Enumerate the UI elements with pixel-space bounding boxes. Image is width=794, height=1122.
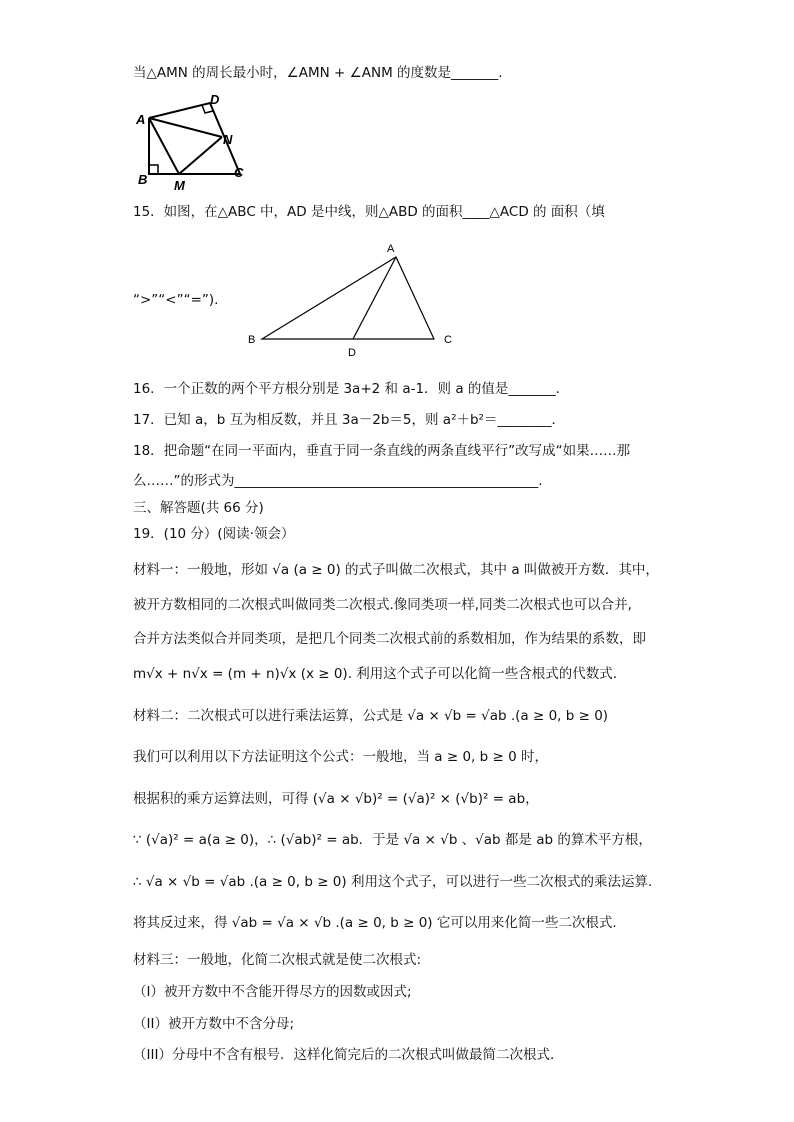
question-16-text: 16．一个正数的两个平方根分别是 3a+2 和 a-1．则 a 的值是_______．	[133, 381, 570, 397]
material-1-line-4: m√x + n√x = (m + n)√x (x ≥ 0). 利用这个式子可以化简一些含根式的代数式.	[133, 666, 618, 682]
median-ad	[353, 257, 396, 339]
label-c: C	[444, 334, 452, 346]
material-3-item-1: （I）被开方数中不含能开得尽方的因数或因式;	[133, 984, 412, 1000]
material-3-line-1: 材料三：一般地，化简二次根式就是使二次根式:	[133, 952, 422, 968]
question-18-text-cont: 么……”的形式为_____________________________________________.	[133, 473, 543, 489]
label-b: B	[138, 172, 148, 187]
material-3-item-3: （III）分母中不含有根号．这样化简完后的二次根式叫做最简二次根式.	[133, 1047, 555, 1063]
question-15-options: “>”“<”“=”).	[133, 292, 219, 308]
material-1-line-1: 材料一：一般地，形如 √a (a ≥ 0) 的式子叫做二次根式，其中 a 叫做被开方数．其中，	[133, 562, 659, 578]
label-b: B	[248, 334, 256, 346]
label-a: A	[387, 243, 395, 255]
label-c: C	[234, 165, 244, 180]
material-1-line-3: 合并方法类似合并同类项，是把几个同类二次根式前的系数相加，作为结果的系数，即	[133, 631, 646, 647]
figure-triangle-abc	[240, 235, 470, 360]
question-14-text: 当△AMN 的周长最小时，∠AMN + ∠ANM 的度数是_______.	[133, 65, 503, 81]
material-2-line-4: ∵ (√a)² = a(a ≥ 0)，∴ (√ab)² = ab．于是 √a × √b 、√ab 都是 ab 的算术平方根，	[133, 832, 652, 848]
question-17-text: 17．已知 a，b 互为相反数，并且 3a－2b＝5，则 a²＋b²＝________．	[133, 412, 565, 428]
material-2-line-2: 我们可以利用以下方法证明这个公式：一般地，当 a ≥ 0, b ≥ 0 时，	[133, 749, 548, 765]
triangle-outline	[262, 257, 434, 339]
label-d: D	[348, 347, 356, 359]
material-1-line-2: 被开方数相同的二次根式叫做同类二次根式.像同类项一样,同类二次根式也可以合并,	[133, 597, 632, 613]
material-2-line-3: 根据积的乘方运算法则，可得 (√a × √b)² = (√a)² × (√b)² = ab，	[133, 791, 539, 807]
label-d: D	[210, 92, 220, 107]
segment-mn	[179, 137, 222, 174]
material-2-line-1: 材料二：二次根式可以进行乘法运算，公式是 √a × √b = √ab .(a ≥ 0, b ≥ 0)	[133, 708, 609, 724]
question-15-text: 15．如图，在△ABC 中，AD 是中线，则△ABD 的面积____△ACD 的 面积（填	[133, 204, 605, 220]
section-heading: 三、解答题(共 66 分)	[133, 500, 264, 516]
question-19-heading: 19．(10 分）(阅读·领会）	[133, 526, 295, 542]
label-a: A	[136, 112, 146, 127]
material-2-line-5: ∴ √a × √b = √ab .(a ≥ 0, b ≥ 0) 利用这个式子，可以进行一些二次根式的乘法运算.	[133, 874, 653, 890]
right-angle-b	[149, 165, 158, 174]
material-3-item-2: （II）被开方数中不含分母;	[133, 1016, 295, 1032]
label-n: N	[223, 132, 233, 147]
material-2-line-6: 将其反过来，得 √ab = √a × √b .(a ≥ 0, b ≥ 0) 它可以用来化简一些二次根式.	[133, 915, 617, 931]
label-m: M	[174, 178, 185, 192]
segment-an	[149, 118, 222, 137]
figure-quadrilateral-amn	[130, 92, 250, 192]
question-18-text: 18．把命题“在同一平面内，垂直于同一条直线的两条直线平行”改写成“如果……那	[133, 443, 631, 459]
